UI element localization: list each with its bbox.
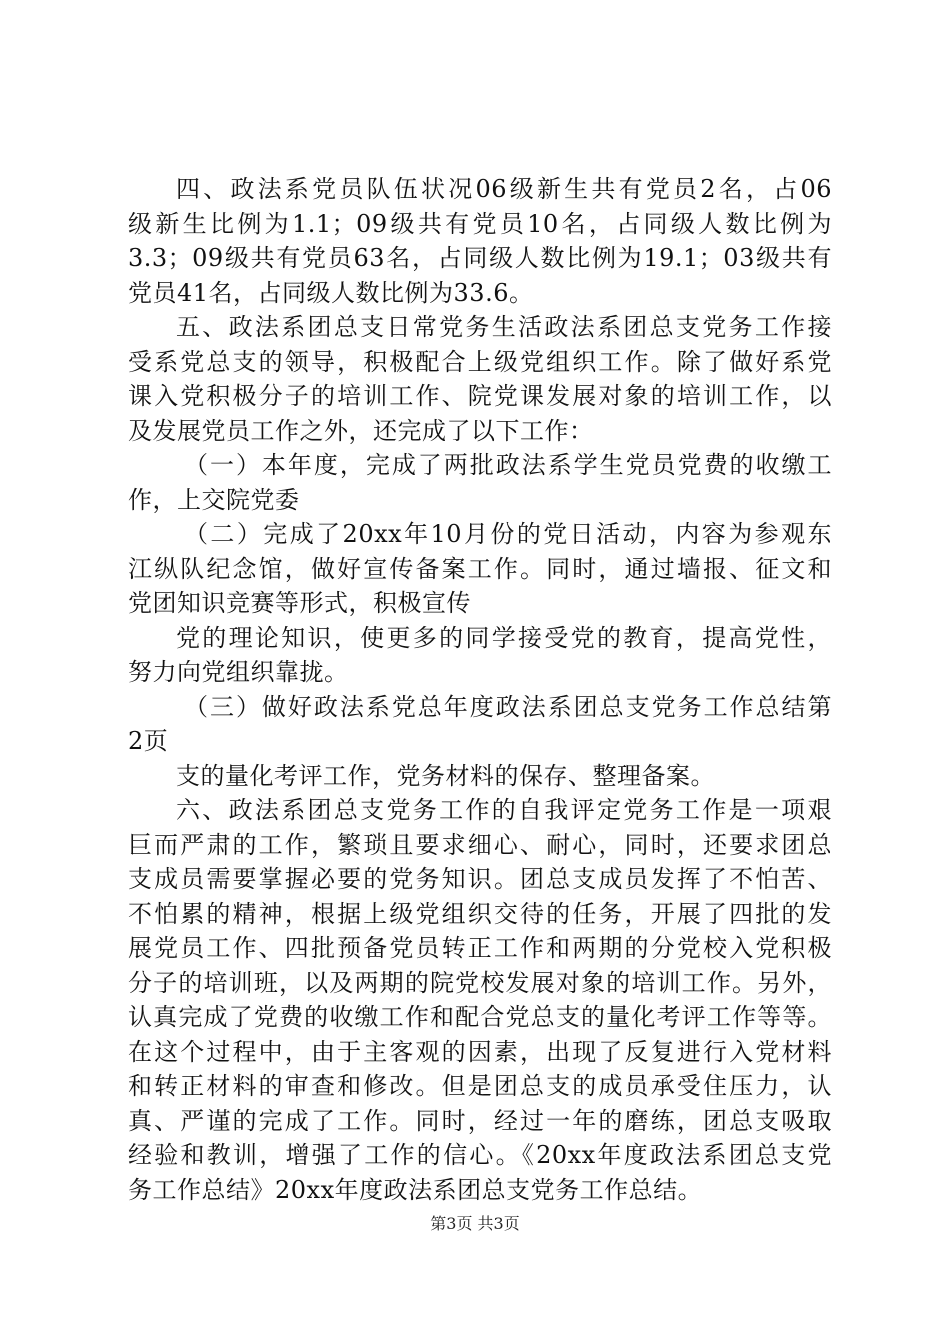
text-line: 支成员需要掌握必要的党务知识。团总支成员发挥了不怕苦、 (128, 865, 832, 893)
text-line: 和转正材料的审查和修改。但是团总支的成员承受住压力，认 (128, 1072, 832, 1100)
text-line: 及发展党员工作之外，还完成了以下工作： (128, 416, 594, 445)
paragraph-quantitative-evaluation (128, 759, 832, 794)
text-line: 2页 (128, 727, 169, 755)
text-line: 级新生比例为1.1；09级共有党员10名，占同级人数比例为 (128, 209, 832, 238)
text-line: 真、严谨的完成了工作。同时，经过一年的磨练，团总支吸取 (128, 1106, 832, 1135)
text-line: （二）完成了20xx年10月份的党日活动，内容为参观东 (184, 520, 832, 548)
text-line: 四、政法系党员队伍状况06级新生共有党员2名，占06 (176, 175, 832, 203)
paragraph-party-members-status (128, 172, 832, 310)
page-number-label: 第3页 共3页 (430, 1214, 520, 1233)
text-line: 江纵队纪念馆，做好宣传备案工作。同时，通过墙报、征文和 (128, 554, 832, 583)
text-line: 党的理论知识，使更多的同学接受党的教育，提高党性， (176, 623, 832, 652)
text-line: 不怕累的精神，根据上级党组织交待的任务，开展了四批的发 (128, 899, 832, 928)
text-line: 支的量化考评工作，党务材料的保存、整理备案。 (176, 761, 715, 790)
document-body (128, 172, 832, 1207)
text-line: 作，上交院党委 (128, 485, 300, 514)
text-line: 展党员工作、四批预备党员转正工作和两期的分党校入党积极 (128, 934, 832, 962)
text-line: 受系党总支的领导，积极配合上级党组织工作。除了做好系党 (128, 347, 832, 376)
text-line: 巨而严肃的工作，繁琐且要求细心、耐心，同时，还要求团总 (128, 830, 832, 859)
text-line: （三）做好政法系党总年度政法系团总支党务工作总结第 (184, 692, 832, 721)
text-line: 课入党积极分子的培训工作、院党课发展对象的培训工作，以 (128, 382, 832, 410)
text-line: 3.3；09级共有党员63名，占同级人数比例为19.1；03级共有 (128, 244, 832, 272)
text-line: 党团知识竞赛等形式，积极宣传 (128, 589, 471, 617)
text-line: 认真完成了党费的收缴工作和配合党总支的量化考评工作等等。 (128, 1003, 832, 1031)
paragraph-item-one (128, 448, 832, 517)
text-line: 五、政法系团总支日常党务生活政法系团总支党务工作接 (176, 313, 832, 341)
text-line: 经验和教训，增强了工作的信心。《20xx年度政法系团总支党 (128, 1141, 832, 1169)
text-line: 分子的培训班，以及两期的院党校发展对象的培训工作。另外， (128, 968, 832, 997)
paragraph-daily-party-affairs (128, 310, 832, 448)
text-line: 党员41名，占同级人数比例为33.6。 (128, 278, 534, 307)
paragraph-item-three (128, 690, 832, 759)
paragraph-self-assessment (128, 793, 832, 1207)
paragraph-theory-knowledge (128, 621, 832, 690)
text-line: 在这个过程中，由于主客观的因素，出现了反复进行入党材料 (128, 1037, 832, 1066)
text-line: 务工作总结》20xx年度政法系团总支党务工作总结。 (128, 1175, 703, 1204)
text-line: 六、政法系团总支党务工作的自我评定党务工作是一项艰 (176, 796, 832, 824)
text-line: 努力向党组织靠拢。 (128, 658, 349, 686)
page-footer (0, 1214, 950, 1234)
paragraph-item-two (128, 517, 832, 621)
text-line: （一）本年度，完成了两批政法系学生党员党费的收缴工 (184, 451, 832, 479)
